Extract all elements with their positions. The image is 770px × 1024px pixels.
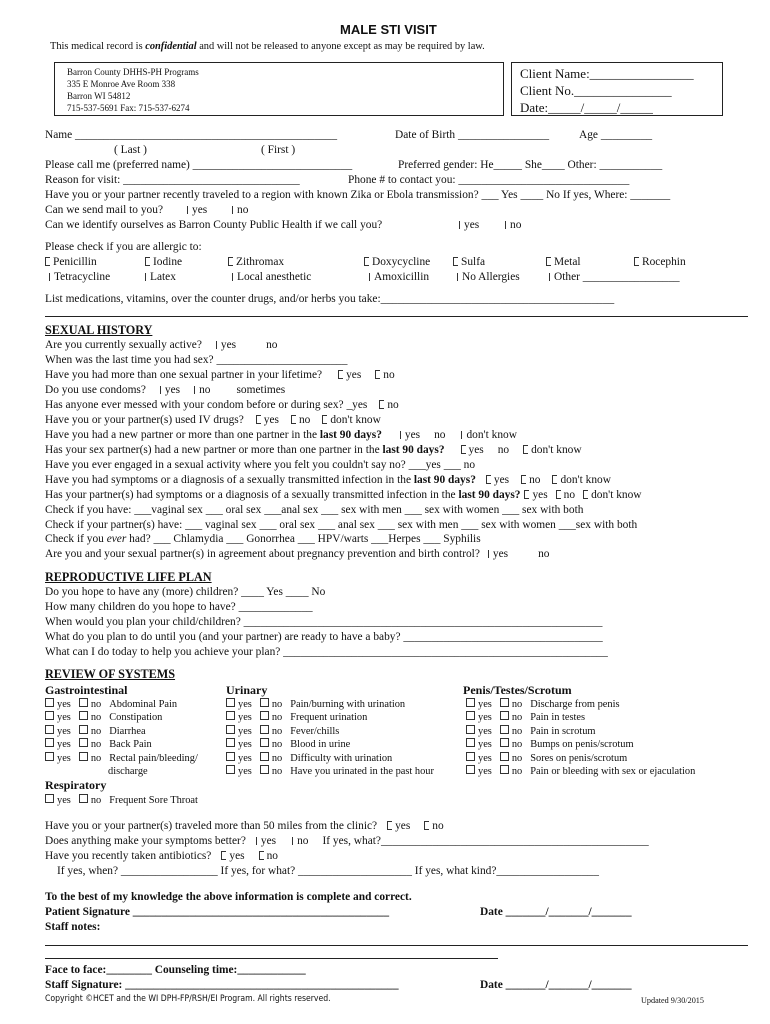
urinary-title: Urinary	[226, 683, 268, 697]
partner-sex-types-check[interactable]: Check if your partner(s) have: ___ vaginal sex ___ oral sex ___ anal sex ___ sex with men ___ sex with women ___sex with both	[45, 519, 638, 531]
allergy-local-anesthetic[interactable]: Local anesthetic	[232, 270, 311, 284]
checkbox-icon	[556, 490, 561, 499]
yes-label: yes	[57, 739, 71, 751]
copyright: Copyright ©HCET and the WI DPH-FP/RSH/EI Program. All rights reserved.	[45, 994, 331, 1004]
staff-notes-label: Staff notes:	[45, 921, 101, 933]
pen-item-label: Bumps on penis/scrotum	[530, 739, 634, 751]
gi-item-label: Diarrhea	[109, 725, 146, 737]
ros-heading: REVIEW OF SYSTEMS	[45, 667, 176, 681]
how-many-children-question[interactable]: How many children do you hope to have? _____________	[45, 601, 313, 613]
checkbox-icon	[459, 221, 460, 229]
gi-item[interactable]	[45, 752, 198, 765]
allergy-latex[interactable]: Latex	[145, 270, 176, 284]
penis-title: Penis/Testes/Scrotum	[463, 683, 572, 697]
allergy-iodine[interactable]: Iodine	[145, 255, 182, 269]
pen-item[interactable]	[466, 711, 585, 724]
uri-item-label: Difficulty with urination	[290, 752, 393, 764]
uri-item-label: Fever/chills	[290, 725, 340, 737]
yes-label: yes	[57, 699, 71, 710]
checkbox-icon	[228, 257, 233, 266]
pen-item[interactable]	[466, 738, 634, 751]
attestation-statement: To the best of my knowledge the above information is complete and correct.	[45, 891, 412, 903]
checkbox-icon	[226, 765, 235, 774]
checkbox-icon	[322, 415, 327, 424]
checkbox-icon	[291, 415, 296, 424]
no-label: no	[90, 752, 102, 764]
checkbox-icon	[583, 490, 588, 499]
yes-label: yes	[238, 699, 252, 710]
plan-until-ready-question[interactable]: What do you plan to do until you (and your partner) are ready to have a baby? ___________________________________	[45, 631, 603, 643]
checkbox-icon	[549, 273, 550, 281]
checkbox-icon	[369, 273, 370, 281]
allergy-none[interactable]: No Allergies	[457, 270, 520, 284]
checkbox-icon	[226, 711, 235, 720]
checkbox-icon	[260, 765, 269, 774]
checkbox-icon	[505, 221, 506, 229]
checkbox-icon	[145, 273, 146, 281]
checkbox-icon	[256, 837, 257, 845]
pregnancy-agreement-question[interactable]: Are you and your sexual partner(s) in agreement about pregnancy prevention and birth control? yes no	[45, 548, 550, 560]
checkbox-icon	[79, 794, 88, 803]
no-label: no	[90, 712, 102, 724]
symptoms-better-question[interactable]: Does anything make your symptoms better? yes no If yes, what?_______________________________________________	[45, 835, 649, 847]
yes-label: yes	[238, 739, 252, 751]
pen-item[interactable]	[466, 765, 695, 778]
reproductive-heading: REPRODUCTIVE LIFE PLAN	[45, 570, 212, 584]
yes-label: yes	[478, 725, 492, 737]
sexual-history-heading: SEXUAL HISTORY	[45, 323, 153, 337]
checkbox-icon	[259, 851, 264, 860]
uri-item[interactable]	[226, 738, 350, 751]
pen-item-label: Pain or bleeding with sex or ejaculation	[530, 766, 696, 777]
multiple-partners-question[interactable]: Have you had more than one sexual partner in your lifetime? yes no	[45, 369, 395, 381]
uri-item[interactable]	[226, 765, 434, 778]
checkbox-icon	[45, 738, 54, 747]
checkbox-icon	[226, 752, 235, 761]
identify-no[interactable]: no	[505, 218, 521, 232]
yes-label: yes	[238, 725, 252, 737]
checkbox-icon	[457, 273, 458, 281]
resp-item[interactable]: yes no Frequent Sore Throat	[45, 794, 198, 807]
mail-question: Can we send mail to you?	[45, 204, 163, 216]
pen-item[interactable]	[466, 698, 620, 711]
yes-label: yes	[478, 739, 492, 751]
partner-sti-question[interactable]: Has your partner(s) had symptoms or a diagnosis of a sexually transmitted infection in the last 90 days? yes no don't know	[45, 489, 642, 501]
checkbox-icon	[45, 794, 54, 803]
no-label: no	[511, 739, 523, 751]
yes-label: yes	[57, 725, 71, 737]
new-partner-question[interactable]: Have you had a new partner or more than one partner in the last 90 days? yes no don't know	[45, 429, 517, 441]
checkbox-icon	[486, 475, 491, 484]
checkbox-icon	[79, 698, 88, 707]
gi-item[interactable]	[45, 738, 152, 751]
yes-label: yes	[478, 766, 492, 777]
patient-date-field[interactable]: Date _______/_______/_______	[480, 906, 632, 918]
checkbox-icon	[292, 837, 293, 845]
no-label: no	[90, 725, 102, 737]
checkbox-icon	[552, 475, 557, 484]
checkbox-icon	[500, 765, 509, 774]
gi-item-label: Constipation	[109, 712, 163, 724]
age-field[interactable]: Age _________	[579, 129, 653, 141]
sexually-active-question[interactable]: Are you currently sexually active? yes no	[45, 339, 278, 351]
checkbox-icon	[500, 698, 509, 707]
allergy-tetracycline[interactable]: Tetracycline	[49, 270, 110, 284]
no-label: no	[511, 699, 523, 710]
children-question[interactable]: Do you hope to have any (more) children? ____ Yes ____ No	[45, 586, 326, 598]
section-divider	[45, 316, 748, 317]
checkbox-icon	[466, 752, 475, 761]
staff-date-field[interactable]: Date _______/_______/_______	[480, 979, 632, 991]
yes-label: yes	[478, 699, 492, 710]
uri-item-label: Have you urinated in the past hour	[290, 766, 434, 777]
phone-field[interactable]: Phone # to contact you: ______________________________	[348, 174, 630, 186]
identify-yes[interactable]: yes	[459, 218, 479, 232]
checkbox-icon	[45, 698, 54, 707]
checkbox-icon	[45, 725, 54, 734]
pen-item[interactable]	[466, 752, 627, 765]
no-label: no	[271, 725, 283, 737]
preferred-gender-field[interactable]: Preferred gender: He_____ She____ Other: ___________	[398, 159, 663, 171]
no-label: no	[271, 752, 283, 764]
checkbox-icon	[466, 711, 475, 720]
checkbox-icon	[79, 738, 88, 747]
pen-item-label: Pain in testes	[530, 712, 586, 724]
allergy-doxycycline[interactable]: Doxycycline	[364, 255, 430, 269]
gi-title: Gastrointestinal	[45, 683, 128, 697]
reason-field[interactable]: Reason for visit: _______________________________	[45, 174, 300, 186]
checkbox-icon	[187, 206, 188, 214]
checkbox-icon	[364, 257, 369, 266]
checkbox-icon	[49, 273, 50, 281]
checkbox-icon	[221, 851, 226, 860]
checkbox-icon	[466, 725, 475, 734]
no-label: no	[511, 766, 523, 777]
checkbox-icon	[523, 445, 528, 454]
checkbox-icon	[488, 550, 489, 558]
gi-item[interactable]	[45, 711, 162, 724]
checkbox-icon	[521, 475, 526, 484]
no-label: no	[511, 725, 523, 737]
checkbox-icon	[45, 257, 50, 266]
gi-item[interactable]	[45, 698, 177, 711]
mail-yes[interactable]: yes	[187, 203, 207, 217]
no-label: no	[271, 712, 283, 724]
yes-label: yes	[57, 712, 71, 724]
address-line: 335 E Monroe Ave Room 338	[67, 79, 176, 89]
no-label: no	[90, 699, 102, 710]
checkbox-icon	[260, 698, 269, 707]
client-date-field[interactable]: Date:_____/_____/_____	[520, 100, 653, 115]
allergy-rocephin[interactable]: Rocephin	[634, 255, 686, 269]
patient-signature-field[interactable]: Patient Signature _____________________________________________	[45, 906, 390, 918]
medications-field[interactable]: List medications, vitamins, over the counter drugs, and/or herbs you take:_________________________________________	[45, 293, 615, 305]
checkbox-icon	[232, 273, 233, 281]
clinic-address-box	[54, 62, 504, 116]
first-label: ( First )	[261, 144, 296, 156]
client-info-box	[511, 62, 723, 116]
checkbox-icon	[260, 711, 269, 720]
checkbox-icon	[466, 765, 475, 774]
gi-item-label: Abdominal Pain	[109, 699, 178, 710]
preferred-name-field[interactable]: Please call me (preferred name) ____________________________	[45, 159, 353, 171]
checkbox-icon	[260, 738, 269, 747]
checkbox-icon	[424, 821, 429, 830]
checkbox-icon	[260, 725, 269, 734]
allergy-amoxicillin[interactable]: Amoxicillin	[369, 270, 429, 284]
help-plan-question[interactable]: What can I do today to help you achieve your plan? _________________________________________________________	[45, 646, 608, 658]
allergy-metal[interactable]: Metal	[546, 255, 581, 269]
last-label: ( Last )	[114, 144, 147, 156]
pen-item-label: Pain in scrotum	[530, 725, 596, 737]
uri-item[interactable]	[226, 711, 367, 724]
uri-item[interactable]	[226, 752, 392, 765]
checkbox-icon	[45, 711, 54, 720]
checkbox-icon	[216, 341, 217, 349]
antibiotics-question[interactable]: Have you recently taken antibiotics? yes no	[45, 850, 278, 862]
notes-line[interactable]	[45, 945, 748, 946]
allergy-zithromax[interactable]: Zithromax	[228, 255, 284, 269]
no-label: no	[271, 766, 283, 777]
travel-50-miles-question[interactable]: Have you or your partner(s) traveled more than 50 miles from the clinic? yes no	[45, 820, 444, 832]
respiratory-title: Respiratory	[45, 778, 107, 792]
no-label: no	[511, 752, 523, 764]
staff-signature-field[interactable]: Staff Signature: ________________________________________________	[45, 979, 399, 991]
condom-tampering-question[interactable]: Has anyone ever messed with your condom before or during sex? _yes no	[45, 399, 399, 411]
checkbox-icon	[226, 725, 235, 734]
travel-question[interactable]: Have you or your partner recently traveled to a region with known Zika or Ebola transmission? ___ Yes ____ No If yes, Where: _______	[45, 189, 671, 201]
allergy-sulfa[interactable]: Sulfa	[453, 255, 485, 269]
allergy-label: Please check if you are allergic to:	[45, 241, 202, 253]
address-line: 715-537-5691 Fax: 715-537-6274	[67, 103, 190, 113]
no-label: no	[271, 739, 283, 751]
uri-item-label: Frequent urination	[290, 712, 368, 724]
gi-item-cont: discharge	[108, 766, 148, 777]
checkbox-icon	[524, 490, 529, 499]
form-title: MALE STI VISIT	[340, 22, 437, 37]
face-to-face-field[interactable]: Face to face:________ Counseling time:____________	[45, 964, 306, 976]
gi-item-label: Back Pain	[109, 739, 152, 751]
checkbox-icon	[461, 445, 466, 454]
last-sex-question[interactable]: When was the last time you had sex? _______________________	[45, 354, 348, 366]
checkbox-icon	[45, 752, 54, 761]
checkbox-icon	[79, 711, 88, 720]
checkbox-icon	[379, 400, 384, 409]
checkbox-icon	[466, 698, 475, 707]
pen-item[interactable]	[466, 725, 595, 738]
partner-new-partner-question[interactable]: Has your sex partner(s) had a new partner or more than one partner in the last 90 days? yes no don't know	[45, 444, 582, 456]
yes-label: yes	[238, 752, 252, 764]
sti-history-check[interactable]: Check if you ever had? ___ Chlamydia ___ Gonorrhea ___ HPV/warts ___Herpes ___ Syphilis	[45, 533, 481, 545]
address-line: Barron WI 54812	[67, 91, 131, 101]
checkbox-icon	[256, 415, 261, 424]
yes-label: yes	[238, 766, 252, 777]
yes-label: yes	[57, 752, 71, 764]
checkbox-icon	[546, 257, 551, 266]
checkbox-icon	[387, 821, 392, 830]
no-label: no	[271, 699, 283, 710]
checkbox-icon	[500, 725, 509, 734]
uri-item[interactable]	[226, 725, 339, 738]
client-no-field[interactable]: Client No._______________	[520, 83, 672, 98]
checkbox-icon	[226, 738, 235, 747]
checkbox-icon	[79, 725, 88, 734]
sti-symptoms-question[interactable]: Have you had symptoms or a diagnosis of a sexually transmitted infection in the last 90 days? yes no don't know	[45, 474, 611, 486]
no-label: no	[90, 739, 102, 751]
checkbox-icon	[232, 206, 233, 214]
allergy-other[interactable]: Other _________________	[549, 270, 680, 284]
name-field[interactable]: Name ______________________________________________	[45, 129, 338, 141]
notes-line[interactable]	[45, 958, 498, 959]
checkbox-icon	[400, 431, 401, 439]
checkbox-icon	[160, 386, 161, 394]
checkbox-icon	[453, 257, 458, 266]
checkbox-icon	[466, 738, 475, 747]
updated-date: Updated 9/30/2015	[641, 996, 704, 1005]
no-label: no	[511, 712, 523, 724]
mail-no[interactable]: no	[232, 203, 248, 217]
dob-field[interactable]: Date of Birth ________________	[395, 129, 550, 141]
condoms-question[interactable]: Do you use condoms? yes no sometimes	[45, 384, 286, 396]
address-line: Barron County DHHS-PH Programs	[67, 67, 199, 77]
yes-label: yes	[238, 712, 252, 724]
checkbox-icon	[260, 752, 269, 761]
checkbox-icon	[194, 386, 195, 394]
checkbox-icon	[338, 370, 343, 379]
gi-item-label: Rectal pain/bleeding/	[109, 752, 198, 764]
checkbox-icon	[634, 257, 639, 266]
pen-item-label: Sores on penis/scrotum	[530, 752, 628, 764]
uri-item-label: Pain/burning with urination	[290, 699, 406, 710]
uri-item-label: Blood in urine	[290, 739, 351, 751]
checkbox-icon	[79, 752, 88, 761]
pen-item-label: Discharge from penis	[530, 699, 620, 710]
checkbox-icon	[461, 431, 462, 439]
client-name-field[interactable]: Client Name:________________	[520, 66, 694, 81]
uri-item[interactable]	[226, 698, 405, 711]
confidential-notice: This medical record is confidential and will not be released to anyone except as may be required by law.	[50, 41, 485, 52]
allergy-penicillin[interactable]: Penicillin	[45, 255, 97, 269]
antibiotics-details[interactable]: If yes, when? _________________ If yes, for what? ____________________ If yes, what kind?__________________	[57, 865, 599, 877]
identify-question: Can we identify ourselves as Barron County Public Health if we call you?	[45, 219, 383, 231]
sex-types-check[interactable]: Check if you have: ___vaginal sex ___ oral sex ___anal sex ___ sex with men ___ sex with women ___ sex with both	[45, 504, 584, 516]
when-children-question[interactable]: When would you plan your child/children? _______________________________________________________________	[45, 616, 603, 628]
iv-drugs-question[interactable]: Have you or your partner(s) used IV drugs? yes no don't know	[45, 414, 381, 426]
checkbox-icon	[500, 738, 509, 747]
checkbox-icon	[500, 711, 509, 720]
checkbox-icon	[145, 257, 150, 266]
checkbox-icon	[375, 370, 380, 379]
yes-label: yes	[478, 752, 492, 764]
yes-label: yes	[478, 712, 492, 724]
coercion-question[interactable]: Have you ever engaged in a sexual activity where you felt you couldn't say no? ___yes ___ no	[45, 459, 476, 471]
checkbox-icon	[500, 752, 509, 761]
checkbox-icon	[226, 698, 235, 707]
gi-item[interactable]	[45, 725, 146, 738]
